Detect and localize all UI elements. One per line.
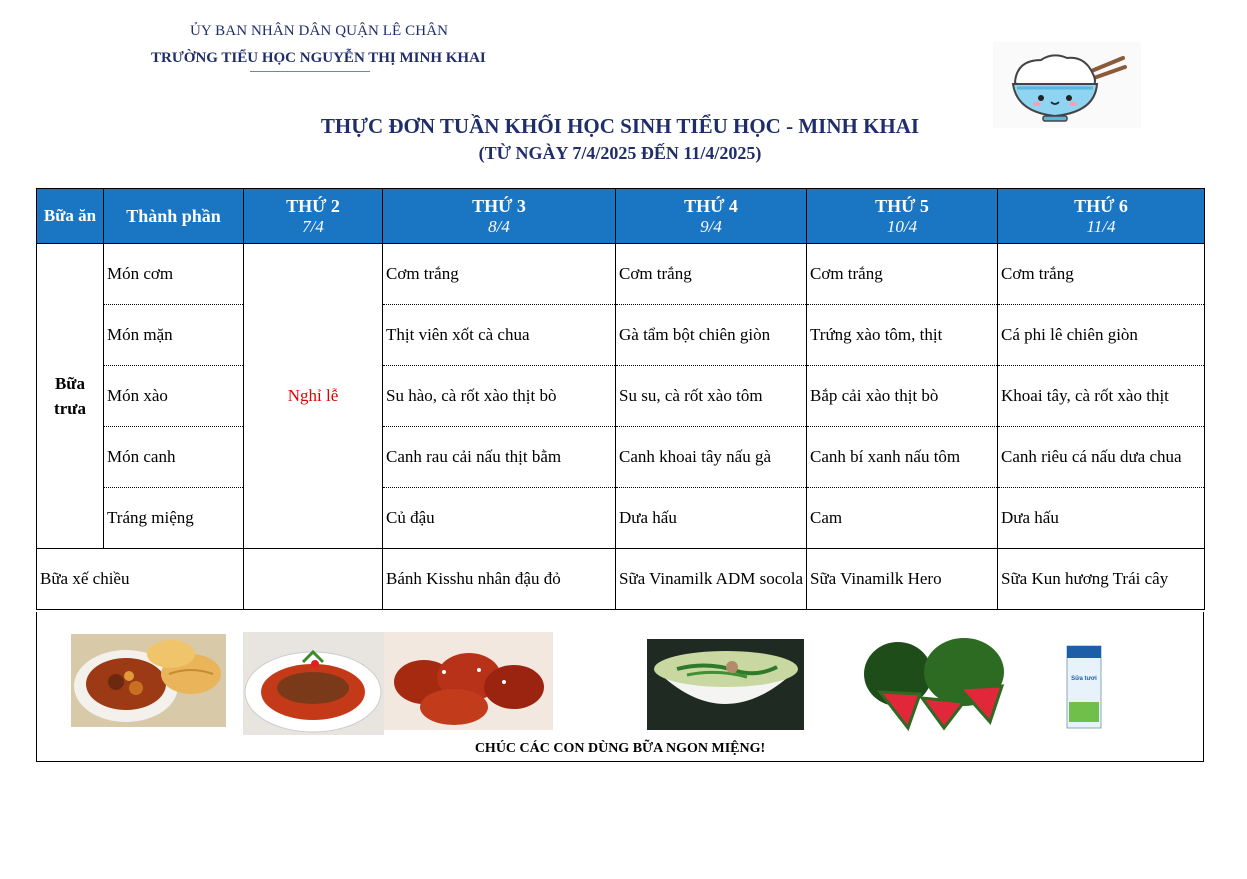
menu-cell: Sữa Kun hương Trái cây — [998, 549, 1205, 610]
component-cell: Món xào — [104, 366, 244, 427]
menu-cell: Bắp cải xào thịt bò — [807, 366, 998, 427]
menu-cell: Sữa Vinamilk Hero — [807, 549, 998, 610]
weekly-menu-table — [36, 188, 1205, 610]
menu-cell: Thịt viên xốt cà chua — [383, 305, 616, 366]
component-cell: Món cơm — [104, 244, 244, 305]
menu-cell: Gà tẩm bột chiên giòn — [616, 305, 807, 366]
glazed-meat-photo — [384, 632, 553, 730]
menu-cell: Dưa hấu — [616, 488, 807, 549]
menu-cell: Khoai tây, cà rốt xào thịt — [998, 366, 1205, 427]
milk-carton-photo — [1059, 640, 1122, 732]
page-title: THỰC ĐƠN TUẦN KHỐI HỌC SINH TIỂU HỌC - MINH KHAI — [320, 114, 920, 138]
table-row — [37, 305, 1205, 366]
milk-carton-label: Sữa tươi — [1071, 676, 1097, 682]
menu-cell — [244, 305, 383, 366]
menu-cell: Trứng xào tôm, thịt — [807, 305, 998, 366]
meal-lunch: Bữa trưa — [37, 244, 104, 549]
menu-cell — [244, 488, 383, 549]
header-meal: Bữa ăn — [37, 189, 104, 244]
menu-cell — [244, 427, 383, 488]
rice-bowl-icon — [993, 42, 1141, 128]
menu-cell: Cơm trắng — [807, 244, 998, 305]
menu-cell: Canh riêu cá nấu dưa chua — [998, 427, 1205, 488]
menu-cell: Củ đậu — [383, 488, 616, 549]
component-cell: Món mặn — [104, 305, 244, 366]
stew-bread-photo — [71, 634, 226, 727]
menu-cell: Cam — [807, 488, 998, 549]
school-name-underline — [250, 71, 370, 72]
header-day-wed: THỨ 4 9/4 — [616, 189, 807, 244]
menu-cell: Su hào, cà rốt xào thịt bò — [383, 366, 616, 427]
table-row — [37, 549, 1205, 610]
school-org-name: ỦY BAN NHÂN DÂN QUẬN LÊ CHÂN — [190, 23, 449, 39]
table-row — [37, 366, 1205, 427]
table-row — [37, 488, 1205, 549]
menu-cell — [244, 549, 383, 610]
school-name: TRƯỜNG TIỂU HỌC NGUYỄN THỊ MINH KHAI — [151, 50, 486, 66]
menu-cell: Bánh Kisshu nhân đậu đỏ — [383, 549, 616, 610]
menu-cell: Sữa Vinamilk ADM socola — [616, 549, 807, 610]
header-day-mon: THỨ 2 7/4 — [244, 189, 383, 244]
table-row — [37, 244, 1205, 305]
menu-cell: Canh bí xanh nấu tôm — [807, 427, 998, 488]
menu-cell — [244, 244, 383, 305]
menu-cell: Canh khoai tây nấu gà — [616, 427, 807, 488]
menu-cell: Cơm trắng — [383, 244, 616, 305]
menu-cell: Dưa hấu — [998, 488, 1205, 549]
header-day-tue: THỨ 3 8/4 — [383, 189, 616, 244]
menu-cell: Canh rau cải nấu thịt bằm — [383, 427, 616, 488]
header-day-fri: THỨ 6 11/4 — [998, 189, 1205, 244]
menu-cell: Cơm trắng — [998, 244, 1205, 305]
component-cell: Món canh — [104, 427, 244, 488]
header-component: Thành phần — [104, 189, 244, 244]
holiday-cell: Nghỉ lễ — [244, 366, 383, 427]
page-subtitle: (TỪ NGÀY 7/4/2025 ĐẾN 11/4/2025) — [478, 143, 762, 163]
table-row — [37, 427, 1205, 488]
footer-slogan: CHÚC CÁC CON DÙNG BỮA NGON MIỆNG! — [474, 741, 766, 756]
component-cell: Tráng miệng — [104, 488, 244, 549]
vegetable-soup-photo — [647, 639, 804, 730]
fish-dish-photo — [243, 632, 384, 735]
menu-cell: Cá phi lê chiên giòn — [998, 305, 1205, 366]
table-header-row — [37, 189, 1205, 244]
menu-cell: Su su, cà rốt xào tôm — [616, 366, 807, 427]
header-day-thu: THỨ 5 10/4 — [807, 189, 998, 244]
watermelon-photo — [860, 632, 1005, 733]
meal-snack: Bữa xế chiều — [37, 549, 244, 610]
menu-cell: Cơm trắng — [616, 244, 807, 305]
